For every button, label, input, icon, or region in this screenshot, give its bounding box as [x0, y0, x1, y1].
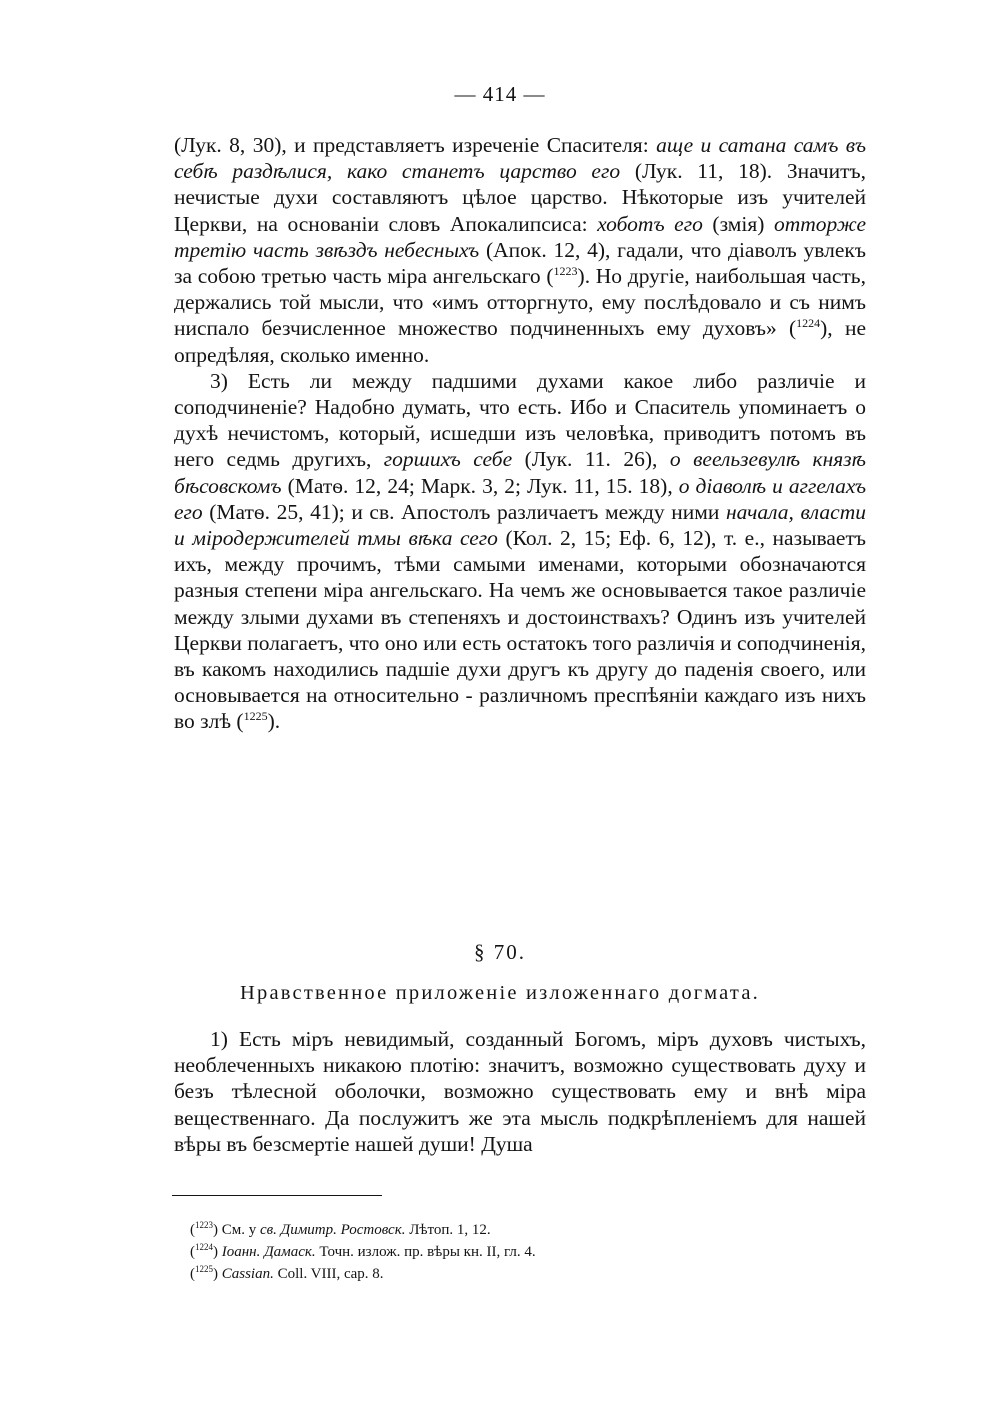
text-run: Coll. VIII, cap. 8.	[273, 1266, 384, 1282]
text-run: (Кол. 2, 15; Еф. 6, 12), т. е., называетъ ихъ, между прочимъ, тѣми самыми именами, которыми обозначаются разныя степени міра ангельскаго. На чемъ же основывается такое различіе между злыми духами въ степеняхъ и достоинствахъ? Одинъ изъ учителей Церкви полагаетъ, что оно или есть остатокъ того различія и соподчиненія, въ какомъ находились падшіе духи другъ къ другу до паденія своего, или основывается на относительно - различномъ преспѣяніи каждаго изъ нихъ во злѣ (	[174, 526, 866, 734]
text-run: ). Но другіе, наибольшая часть, держались той мысли, что «имъ отторгнуто, ему послѣдовало и съ нимъ ниспало безчисленное множество подчиненныхъ ему духовъ» (	[174, 264, 866, 341]
footnote-ref: 1224	[796, 316, 821, 331]
footnote-ref: 1223	[195, 1220, 213, 1230]
section-number: § 70.	[474, 940, 526, 964]
footnote	[190, 1219, 870, 1241]
text-run: ) См. у	[213, 1222, 260, 1238]
text-run: 1) Есть міръ невидимый, созданный Богомъ, міръ духовъ чистыхъ, необлеченныхъ никакою плотію: значитъ, возможно существовать духу и безъ тѣлесной оболочки, возможно существовать ему и внѣ міра вещественнаго. Да послужитъ же эта мысль подкрѣпленіемъ для нашей вѣры въ безсмертіе нашей души! Душа	[174, 1027, 866, 1156]
italic-text-run: Іоанн. Дамаск.	[221, 1244, 316, 1260]
text-run: )	[213, 1266, 222, 1282]
italic-text-run: о діаволѣ и аггелахъ его	[174, 473, 866, 524]
page-number: — 414 —	[454, 82, 546, 106]
text-run: (Лук. 8, 30), и представляетъ изреченіе Спасителя:	[174, 133, 657, 157]
footnote-ref: 1223	[553, 263, 578, 278]
footnote	[190, 1241, 870, 1263]
italic-text-run: Cassian.	[221, 1266, 274, 1282]
text-run: (Лук. 11. 26),	[512, 447, 670, 472]
text-run: )	[213, 1244, 222, 1260]
body-text-top	[174, 132, 866, 735]
italic-text-run: начала, власти и міродержителей тмы вѣка сего	[174, 499, 866, 551]
text-run: (Лук. 11, 18). Значитъ, нечистые духи составляютъ цѣлое царство. Нѣкоторые изъ учителей Церкви, на основаніи словъ Апокалипсиса:	[174, 159, 867, 236]
text-run: 3) Есть ли между падшими духами какое либо различіе и соподчиненіе? Надобно думать, что есть. Ибо и Спаситель упоминаетъ о духѣ нечистомъ, который, исшедши изъ человѣка, приводитъ потомъ въ него седмь другихъ,	[174, 368, 866, 472]
italic-text-run: горшихъ себе	[383, 447, 513, 472]
section-title: Нравственное приложеніе изложеннаго догмата.	[240, 982, 760, 1004]
footnote-ref: 1225	[195, 1264, 213, 1274]
text-run: (	[190, 1266, 195, 1282]
text-run: (Апок. 12, 4), гадали, что діаволъ увлекъ за собою третью часть міра ангельскаго (	[174, 237, 866, 289]
footnote-ref: 1225	[243, 709, 268, 724]
text-run: ), не опредѣляя, сколько именно.	[174, 316, 866, 367]
paragraph	[174, 368, 866, 735]
italic-text-run: хоботъ его	[597, 211, 703, 236]
text-run: ).	[267, 709, 281, 734]
italic-text-run: отторже третію часть звѣздъ небесныхъ	[174, 211, 866, 262]
paragraph	[174, 1026, 866, 1157]
footnote	[190, 1263, 870, 1285]
text-run: Точн. излож. пр. вѣры кн. II, гл. 4.	[315, 1244, 536, 1260]
text-run: (	[190, 1244, 195, 1260]
footnote-ref: 1224	[195, 1242, 213, 1252]
footnote-divider	[172, 1195, 382, 1196]
text-run: (змія)	[702, 211, 774, 236]
footnotes	[190, 1219, 870, 1285]
text-run: (	[190, 1222, 195, 1238]
paragraph	[174, 132, 866, 368]
body-text-section	[174, 1026, 866, 1157]
text-run: (Матѳ. 12, 24; Марк. 3, 2; Лук. 11, 15. 18),	[281, 473, 679, 498]
text-run: (Матѳ. 25, 41); и св. Апостолъ различаетъ между ними	[202, 499, 726, 524]
italic-text-run: св. Димитр. Ростовск.	[260, 1222, 406, 1238]
italic-text-run: аще и сатана самъ въ себѣ раздѣлися, како станетъ царство его	[174, 133, 866, 184]
text-run: Лѣтоп. 1, 12.	[405, 1222, 491, 1238]
italic-text-run: о веельзевулѣ князѣ бѣсовскомъ	[174, 447, 866, 498]
